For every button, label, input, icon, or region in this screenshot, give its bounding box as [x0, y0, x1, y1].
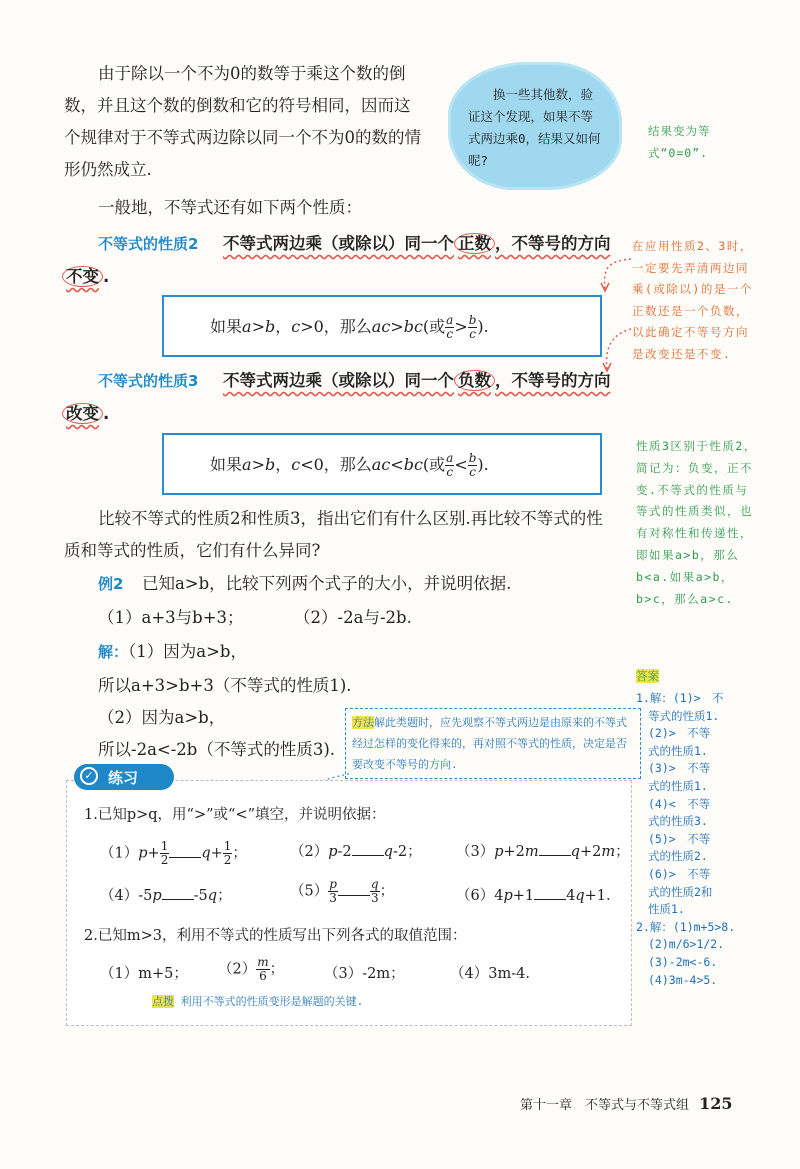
- tip-label: 点拨: [152, 995, 174, 1008]
- property-2: [98, 228, 638, 260]
- property-3-key: 负数: [454, 370, 495, 391]
- property-2-key2: 不变: [62, 266, 103, 287]
- compare-line: 质和等式的性质，它们有什么异同?: [64, 541, 321, 560]
- answer-line: 式的性质1.: [648, 778, 708, 793]
- property-3-formula-box: [162, 433, 602, 495]
- side-note-zero: 结果变为等式“0=0”.: [648, 124, 711, 160]
- answer-line: 式的性质1.: [648, 743, 708, 758]
- method-note: [345, 708, 641, 779]
- answer-line: (4)3m-4>5.: [648, 972, 718, 987]
- q2-item-2: （2） $\frac{m}{6}$ ；: [218, 955, 285, 983]
- side-note-apply: 在应用性质2、3时，一定要先弄清两边同乘(或除以)的是一个正数还是一个负数，以此确定不等号方向是改变还是不变.: [632, 239, 753, 361]
- compare-line: 比较不等式的性质2和性质3，指出它们有什么区别.再比较不等式的性: [98, 509, 603, 528]
- tip-text: 利用不等式的性质变形是解题的关键.: [180, 995, 364, 1008]
- answer-line: 等式的性质1.: [648, 708, 720, 723]
- q1-item-4: （4）-5p -5q；: [100, 888, 232, 904]
- dotted-arrow-lower: [595, 325, 635, 375]
- property-2-text-a: 不等式两边乘（或除以）同一个: [222, 234, 454, 253]
- example-2: [98, 568, 628, 600]
- compare-paragraph: [64, 503, 624, 567]
- intro-line: 由于除以一个不为0的数等于乘这个数的倒: [98, 64, 406, 83]
- answer-line: (4)< 不等: [648, 796, 711, 811]
- intro-line: 形仍然成立.: [64, 160, 152, 179]
- solution-label: 解：: [98, 643, 129, 661]
- property-2-formula-box: [162, 295, 602, 357]
- answer-line: (3)> 不等: [648, 761, 711, 776]
- intro-line: 个规律对于不等式两边除以同一个不为0的数的情: [64, 128, 421, 147]
- q1-item-6: （6）4p+1 4q+1.: [456, 888, 611, 904]
- solution-line-3: （2）因为a>b，: [98, 708, 226, 727]
- answer-line: (2)m/6>1/2.: [648, 937, 725, 952]
- method-label: 方法: [352, 716, 374, 729]
- answers-title-text: 答案: [636, 669, 659, 683]
- answer-line: 性质1.: [648, 902, 685, 917]
- property-2-text-b: ，不等号的方向: [494, 234, 611, 253]
- practice-icon: ✓: [80, 767, 98, 785]
- solution-line-2: 所以a+3>b+3（不等式的性质1).: [98, 676, 352, 695]
- q1-item-3: （3）p+2m q+2m；: [456, 844, 630, 860]
- example-items: [98, 602, 412, 634]
- intro-line: 数，并且这个数的倒数和它的符号相同，因而这: [64, 96, 411, 115]
- cloud-note-text: 换一些其他数，验证这个发现，如果不等式两边乘0，结果又如何呢?: [468, 87, 601, 168]
- q2-item-3: （3）-2m；: [324, 966, 405, 982]
- property-3-text-a: 不等式两边乘（或除以）同一个: [222, 371, 454, 390]
- q2-item-4: （4）3m-4.: [450, 966, 530, 982]
- page-number: 125: [699, 1094, 733, 1113]
- property-2-line2: 不变 .: [62, 261, 109, 293]
- footer: [520, 1094, 733, 1113]
- property-3-formula: 如果a>b，c<0，那么ac<bc(或 $\frac{a}{c}$ < $\frac{b}{c}$ ).: [210, 451, 489, 479]
- answers-title: [636, 668, 659, 684]
- answer-line: 式的性质3.: [648, 814, 708, 829]
- answer-line: 1.解：(1)> 不: [636, 691, 724, 705]
- intro-paragraph: [64, 58, 438, 186]
- property-2-formula: 如果a>b，c>0，那么ac>bc(或 $\frac{a}{c}$ > $\frac{b}{c}$ ).: [210, 313, 489, 341]
- property-3: [98, 365, 638, 397]
- answer-line: 2.解：(1)m+5>8.: [636, 919, 736, 934]
- solution-line-4: 所以-2a<-2b（不等式的性质3).: [98, 740, 336, 759]
- answer-line: (5)> 不等: [648, 831, 711, 846]
- example-label: 例2: [98, 575, 124, 593]
- example-item-1: （1）a+3与b+3；: [98, 608, 244, 627]
- answer-line: (3)-2m<-6.: [648, 954, 718, 969]
- practice-header: [74, 764, 174, 790]
- practice-q1: 1.已知p>q，用“>”或“<”填空，并说明依据：: [84, 807, 386, 823]
- practice-q2: 2.已知m>3，利用不等式的性质写出下列各式的取值范围：: [84, 928, 467, 944]
- property-2-label: 不等式的性质2: [98, 235, 199, 253]
- footer-chapter: 第十一章 不等式与不等式组: [520, 1098, 690, 1113]
- property-3-text-b: ，不等号的方向: [494, 371, 611, 390]
- property-3-label: 不等式的性质3: [98, 372, 199, 390]
- q1-item-2: （2）p-2 q-2；: [290, 844, 422, 860]
- answers-list: [636, 690, 766, 989]
- example-text: 已知a>b，比较下列两个式子的大小，并说明依据.: [141, 574, 512, 593]
- dotted-arrow-upper: [595, 255, 635, 295]
- answer-line: (2)> 不等: [648, 726, 711, 741]
- practice-title: 练习: [108, 769, 139, 787]
- property-3-line2: 改变 .: [62, 398, 109, 430]
- example-item-2: （2）-2a与-2b.: [294, 608, 412, 627]
- property-3-key2: 改变: [62, 403, 103, 424]
- method-text: 解此类题时，应先观察不等式两边是由原来的不等式经过怎样的变化得来的，再对照不等式的性质，决定是否要改变不等号的方向.: [352, 716, 627, 771]
- property-2-key: 正数: [454, 233, 495, 254]
- practice-tip: [152, 993, 363, 1009]
- side-note-diff: 性质3区别于性质2，简记为：负变，正不变.不等式的性质与等式的性质类似，也有对称性和传递性，即如果a>b，那么b<a.如果a>b，b>c，那么a>c.: [636, 439, 757, 606]
- solution-1: [98, 636, 247, 668]
- cloud-note: [448, 62, 622, 190]
- solution-line-1: （1）因为a>b，: [128, 642, 247, 661]
- q2-item-1: （1）m+5；: [100, 966, 188, 982]
- answer-line: (6)> 不等: [648, 866, 711, 881]
- q1-item-1: （1）p+ $\frac{1}{2}$ q+ $\frac{1}{2}$ ；: [100, 839, 247, 867]
- answer-line: 式的性质2和: [648, 884, 713, 899]
- answer-line: 式的性质2.: [648, 849, 708, 864]
- q1-item-5: （5） $\frac{p}{3}$ $\frac{q}{3}$ ；: [290, 877, 395, 905]
- general-line: 一般地，不等式还有如下两个性质：: [98, 198, 362, 217]
